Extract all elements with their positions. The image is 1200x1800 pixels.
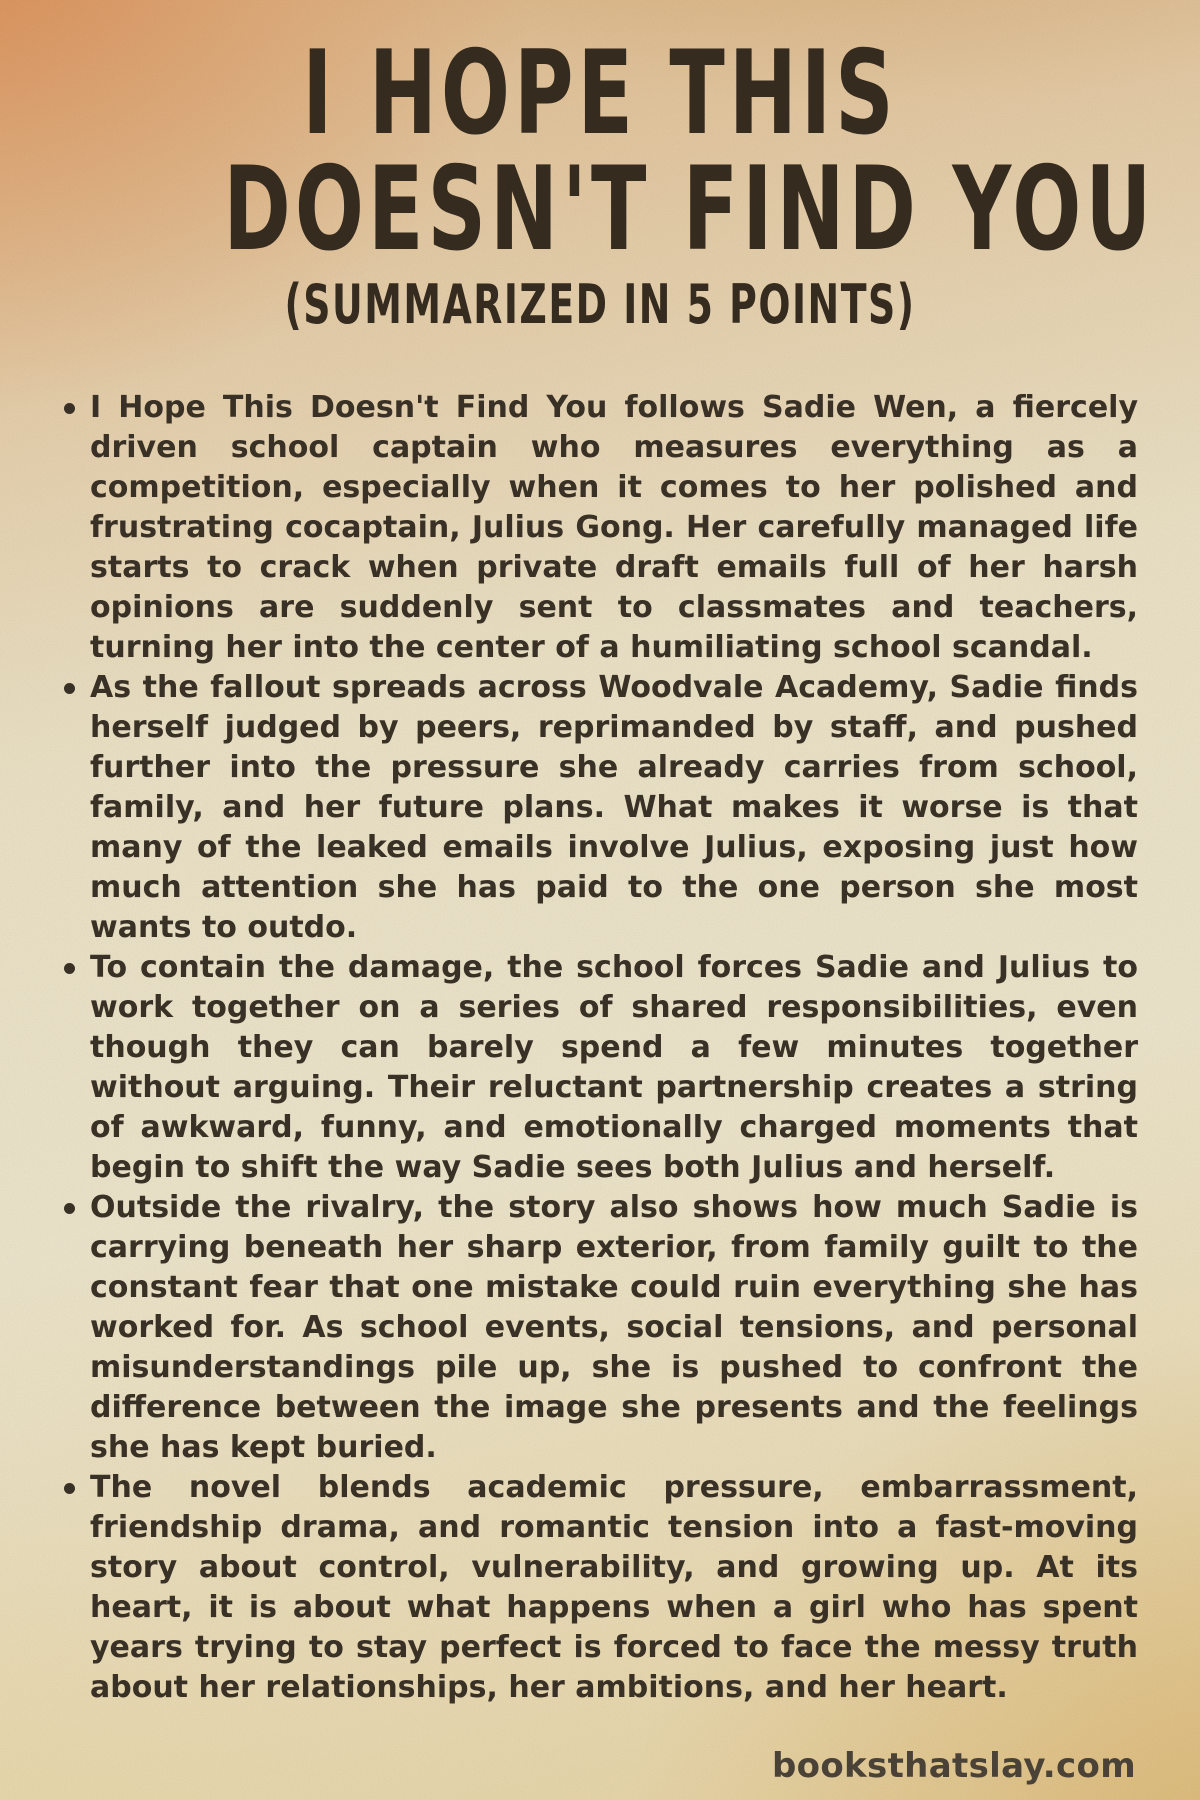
bullet-icon bbox=[64, 403, 75, 414]
summary-point-text: As the fallout spreads across Woodvale Academy, Sadie finds herself judged by peers, reprimanded by staff, and pushed further into the pressure she already carries from school, family, and her future plans. What makes it worse is that many of the leaked emails involve Julius, exposing just how much attention she has paid to the one person she most wants to outdo. bbox=[90, 670, 1138, 945]
summary-point-1 bbox=[62, 388, 1138, 668]
summary-point-5 bbox=[62, 1468, 1138, 1708]
summary-point-text: I Hope This Doesn't Find You follows Sadie Wen, a fiercely driven school captain who measures everything as a competition, especially when it comes to her polished and frustrating cocaptain, Julius Gong. Her carefully managed life starts to crack when private draft emails full of her harsh opinions are suddenly sent to classmates and teachers, turning her into the center of a humiliating school scandal. bbox=[90, 390, 1138, 665]
summary-point-text: The novel blends academic pressure, embarrassment, friendship drama, and romantic tension into a fast-moving story about control, vulnerability, and growing up. At its heart, it is about what happens when a girl who has spent years trying to stay perfect is forced to face the messy truth about her relationships, her ambitions, and her heart. bbox=[90, 1470, 1138, 1705]
page-title bbox=[62, 26, 1156, 277]
title-line-1: I HOPE THIS bbox=[302, 26, 898, 161]
summary-point-text: Outside the rivalry, the story also shows how much Sadie is carrying beneath her sharp exterior, from family guilt to the constant fear that one mistake could ruin everything she has worked for. As school events, social tensions, and personal misunderstandings pile up, she is pushed to confront the difference between the image she presents and the feelings she has kept buried. bbox=[90, 1190, 1138, 1465]
bullet-icon bbox=[64, 963, 75, 974]
bullet-icon bbox=[64, 1203, 75, 1214]
bullet-icon bbox=[64, 683, 75, 694]
summary-point-text: To contain the damage, the school forces Sadie and Julius to work together on a series of shared responsibilities, even though they can barely spend a few minutes together without arguing. Their reluctant partnership creates a string of awkward, funny, and emotionally charged moments that begin to shift the way Sadie sees both Julius and herself. bbox=[90, 950, 1138, 1185]
summary-point-3 bbox=[62, 948, 1138, 1188]
bullet-icon bbox=[64, 1483, 75, 1494]
site-watermark: booksthatslay.com bbox=[771, 1746, 1136, 1786]
title-line-2: DOESN'T FIND YOU bbox=[223, 142, 1156, 277]
summary-point-2 bbox=[62, 668, 1138, 948]
summary-point-4 bbox=[62, 1188, 1138, 1468]
summary-list bbox=[62, 388, 1138, 1708]
subtitle: (SUMMARIZED IN 5 POINTS) bbox=[284, 273, 916, 336]
